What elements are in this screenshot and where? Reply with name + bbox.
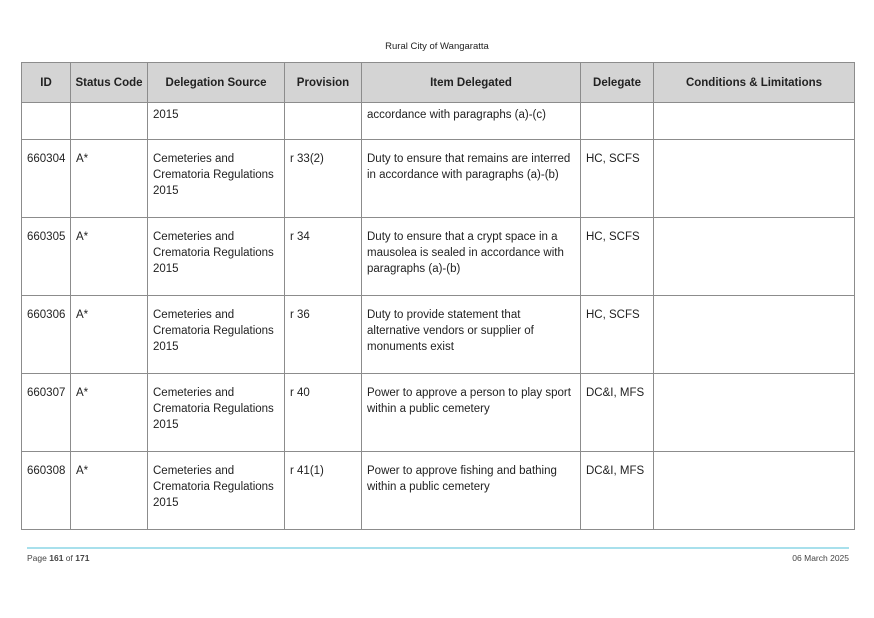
cell-conditions bbox=[654, 218, 855, 296]
cell-id: 660304 bbox=[22, 140, 71, 218]
cell-delegate bbox=[581, 103, 654, 140]
cell-source: Cemeteries and Crematoria Regulations 2015 bbox=[148, 140, 285, 218]
footer-page-number bbox=[27, 553, 89, 563]
cell-item: Power to approve fishing and bathing within a public cemetery bbox=[362, 452, 581, 530]
cell-conditions bbox=[654, 103, 855, 140]
cell-status: A* bbox=[71, 296, 148, 374]
cell-provision bbox=[285, 103, 362, 140]
table-row bbox=[22, 296, 855, 374]
column-header-conditions: Conditions & Limitations bbox=[654, 63, 855, 103]
cell-item: Duty to ensure that remains are interred in accordance with paragraphs (a)-(b) bbox=[362, 140, 581, 218]
cell-source: Cemeteries and Crematoria Regulations 2015 bbox=[148, 296, 285, 374]
cell-status: A* bbox=[71, 374, 148, 452]
page-current: 161 bbox=[49, 553, 64, 563]
cell-delegate: HC, SCFS bbox=[581, 140, 654, 218]
document-header-organisation: Rural City of Wangaratta bbox=[385, 41, 489, 52]
table-row bbox=[22, 452, 855, 530]
cell-conditions bbox=[654, 452, 855, 530]
delegation-table bbox=[21, 62, 855, 530]
cell-source: 2015 bbox=[148, 103, 285, 140]
column-header-delegation-source: Delegation Source bbox=[148, 63, 285, 103]
cell-id: 660308 bbox=[22, 452, 71, 530]
table-row-continuation bbox=[22, 103, 855, 140]
cell-item: Duty to ensure that a crypt space in a mausolea is sealed in accordance with paragraphs (a)-(b) bbox=[362, 218, 581, 296]
cell-status: A* bbox=[71, 452, 148, 530]
column-header-id: ID bbox=[22, 63, 71, 103]
cell-source: Cemeteries and Crematoria Regulations 2015 bbox=[148, 218, 285, 296]
footer-divider bbox=[27, 547, 849, 549]
cell-provision: r 40 bbox=[285, 374, 362, 452]
cell-provision: r 33(2) bbox=[285, 140, 362, 218]
cell-provision: r 41(1) bbox=[285, 452, 362, 530]
cell-id: 660305 bbox=[22, 218, 71, 296]
cell-delegate: DC&I, MFS bbox=[581, 452, 654, 530]
column-header-item-delegated: Item Delegated bbox=[362, 63, 581, 103]
cell-delegate: DC&I, MFS bbox=[581, 374, 654, 452]
cell-conditions bbox=[654, 296, 855, 374]
table-header-row bbox=[22, 63, 855, 103]
cell-item: Duty to provide statement that alternative vendors or supplier of monuments exist bbox=[362, 296, 581, 374]
table-row bbox=[22, 140, 855, 218]
cell-id: 660307 bbox=[22, 374, 71, 452]
column-header-delegate: Delegate bbox=[581, 63, 654, 103]
cell-provision: r 36 bbox=[285, 296, 362, 374]
cell-delegate: HC, SCFS bbox=[581, 218, 654, 296]
column-header-provision: Provision bbox=[285, 63, 362, 103]
cell-delegate: HC, SCFS bbox=[581, 296, 654, 374]
cell-conditions bbox=[654, 374, 855, 452]
cell-item: accordance with paragraphs (a)-(c) bbox=[362, 103, 581, 140]
cell-status: A* bbox=[71, 140, 148, 218]
cell-source: Cemeteries and Crematoria Regulations 2015 bbox=[148, 374, 285, 452]
cell-provision: r 34 bbox=[285, 218, 362, 296]
cell-conditions bbox=[654, 140, 855, 218]
page-total: 171 bbox=[75, 553, 90, 563]
footer-date: 06 March 2025 bbox=[792, 553, 849, 563]
table-row bbox=[22, 374, 855, 452]
cell-status: A* bbox=[71, 218, 148, 296]
cell-source: Cemeteries and Crematoria Regulations 2015 bbox=[148, 452, 285, 530]
cell-id bbox=[22, 103, 71, 140]
page-of: of bbox=[65, 553, 73, 563]
page-prefix: Page bbox=[27, 553, 47, 563]
cell-item: Power to approve a person to play sport within a public cemetery bbox=[362, 374, 581, 452]
table-row bbox=[22, 218, 855, 296]
cell-status bbox=[71, 103, 148, 140]
cell-id: 660306 bbox=[22, 296, 71, 374]
column-header-status-code: Status Code bbox=[71, 63, 148, 103]
